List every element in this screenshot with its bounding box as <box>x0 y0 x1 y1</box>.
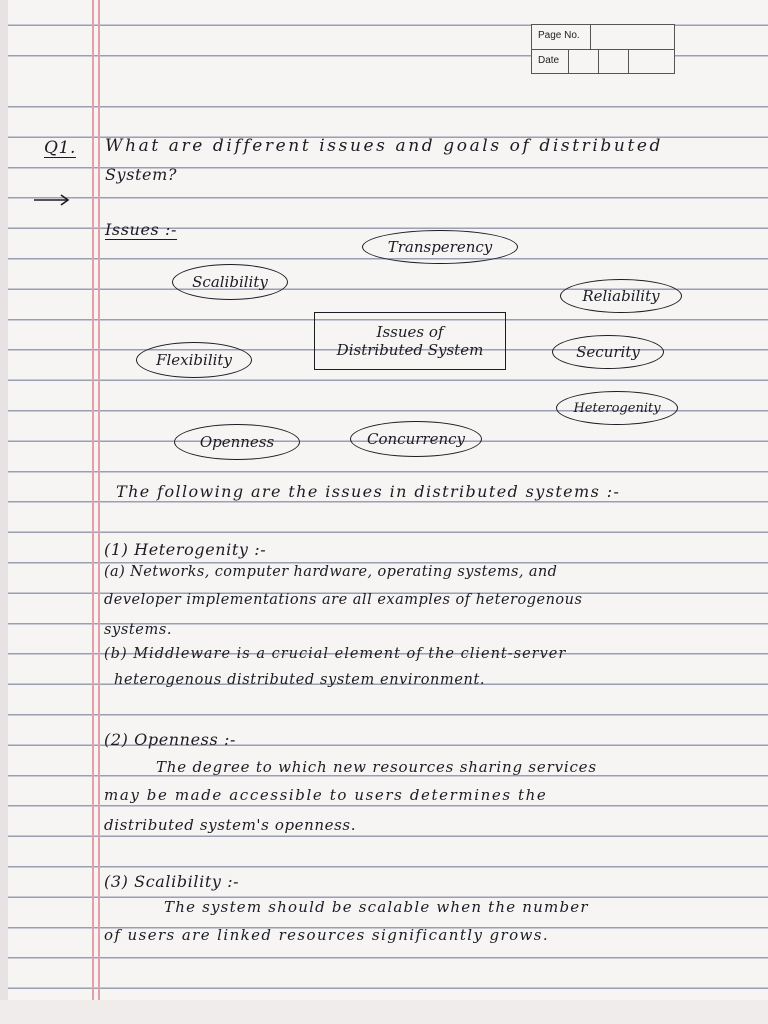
page-number-date-box <box>531 24 675 74</box>
node-concurrency: Concurrency <box>350 421 482 457</box>
page-no-label: Page No. <box>538 30 580 41</box>
margin-line-2 <box>98 0 100 1000</box>
section-1-title: (1) Heterogenity :- <box>104 540 267 559</box>
central-topic-box <box>314 312 506 370</box>
section-2-line-2: may be made accessible to users determines the <box>104 786 548 804</box>
section-1-b-line-1: (b) Middleware is a crucial element of the client-server <box>104 646 567 662</box>
central-topic-line-1: Issues of <box>376 323 444 341</box>
section-2-title: (2) Openness :- <box>104 730 236 749</box>
date-label: Date <box>538 55 560 66</box>
date-divider-2 <box>598 50 599 74</box>
question-line-2: System? <box>105 165 178 184</box>
central-topic-line-2: Distributed System <box>336 341 484 359</box>
node-scalability: Scalibility <box>172 264 288 300</box>
section-3-line-2: of users are linked resources significantly grows. <box>104 926 550 944</box>
section-1-b-line-2: heterogenous distributed system environment. <box>114 672 486 688</box>
issues-heading: Issues :- <box>105 220 178 239</box>
page-no-row <box>532 25 674 49</box>
page-bottom-edge <box>0 1000 768 1024</box>
node-flexibility: Flexibility <box>136 342 252 378</box>
section-1-a-line-2: developer implementations are all examples of heterogenous <box>104 592 583 608</box>
section-2-line-1: The degree to which new resources sharing services <box>156 758 597 776</box>
node-reliability: Reliability <box>560 279 682 313</box>
date-divider-1 <box>568 50 569 74</box>
node-transparency: Transperency <box>362 230 518 264</box>
section-1-a-line-1: (a) Networks, computer hardware, operating systems, and <box>104 564 558 580</box>
margin-line-1 <box>92 0 94 1000</box>
node-openness: Openness <box>174 424 300 460</box>
arrow-icon <box>32 192 72 208</box>
node-heterogeneity: Heterogenity <box>556 391 678 425</box>
section-1-a-line-3: systems. <box>104 622 173 638</box>
section-2-line-3: distributed system's openness. <box>104 816 357 834</box>
date-divider-3 <box>628 50 629 74</box>
date-row <box>532 49 674 74</box>
intro-text: The following are the issues in distributed systems :- <box>116 482 621 501</box>
section-3-title: (3) Scalibility :- <box>104 872 240 891</box>
page-no-divider <box>590 25 591 49</box>
question-number: Q1. <box>44 138 76 158</box>
section-3-line-1: The system should be scalable when the number <box>164 898 589 916</box>
page-edge <box>0 0 8 1024</box>
question-line-1: What are different issues and goals of distributed <box>105 136 664 156</box>
node-security: Security <box>552 335 664 369</box>
